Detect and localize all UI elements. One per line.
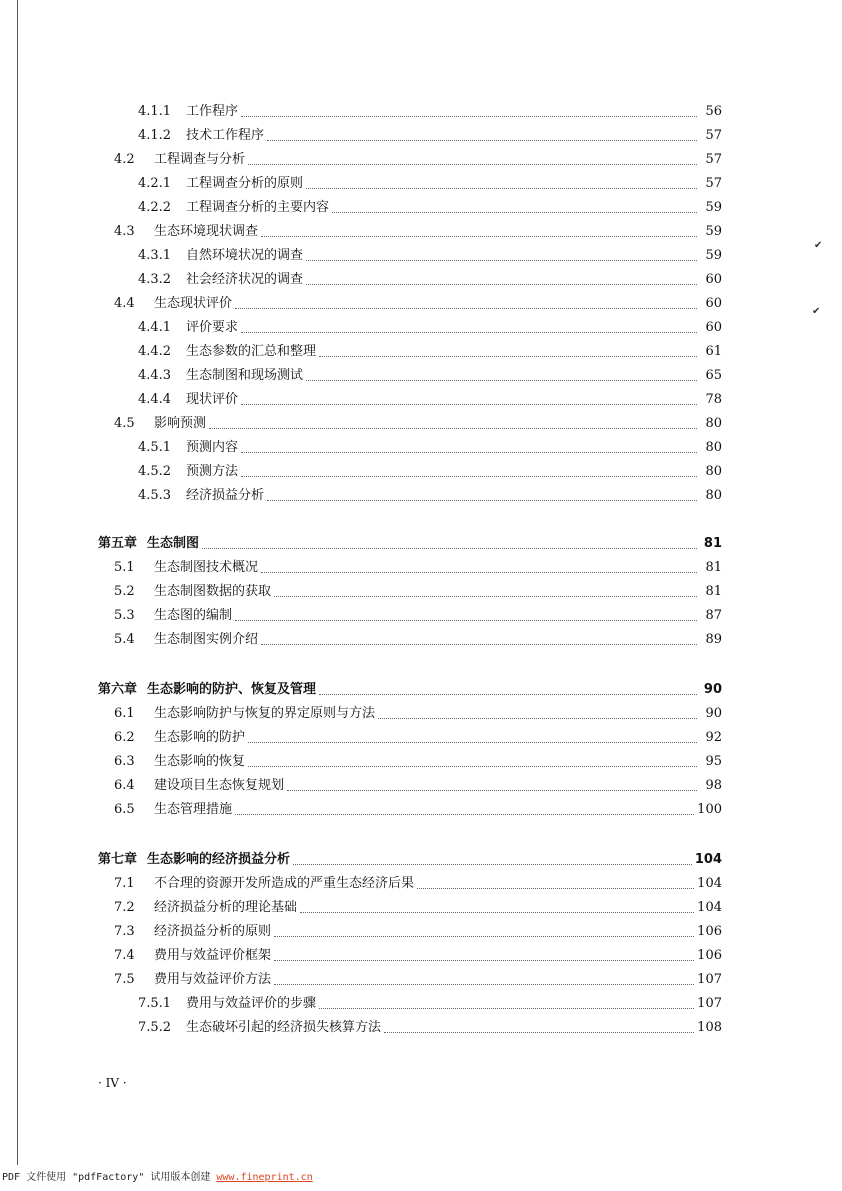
toc-title: 生态影响的经济损益分析 (147, 852, 291, 867)
toc-number: 7.5.1 (138, 996, 172, 1011)
toc-title: 现状评价 (186, 392, 239, 407)
toc-leader-dots (235, 307, 697, 309)
toc-title: 费用与效益评价方法 (154, 972, 272, 987)
toc-leader-dots (274, 959, 694, 961)
toc-chapter-row[interactable] (98, 682, 722, 698)
toc-leader-dots (306, 187, 697, 189)
toc-leader-dots (241, 331, 697, 333)
toc-page-number: 100 (697, 802, 722, 817)
toc-number: 4.5.2 (138, 464, 172, 479)
toc-row[interactable] (138, 392, 722, 408)
toc-row[interactable] (138, 464, 722, 480)
toc-leader-dots (274, 935, 694, 937)
toc-page-number: 59 (705, 200, 722, 215)
toc-leader-dots (241, 475, 697, 477)
toc-title: 生态影响的防护 (154, 730, 246, 745)
toc-row[interactable] (114, 296, 722, 312)
toc-page-number: 60 (705, 296, 722, 311)
toc-number: 5.3 (114, 608, 135, 623)
toc-page-number: 81 (703, 536, 722, 551)
pdf-notice (2, 1168, 313, 1183)
toc-leader-dots (332, 211, 697, 213)
toc-row[interactable] (138, 200, 722, 216)
toc-title: 预测内容 (186, 440, 239, 455)
toc-title: 费用与效益评价的步骤 (186, 996, 317, 1011)
toc-number: 4.2.2 (138, 200, 172, 215)
page-left-rule (17, 0, 18, 1165)
toc-row[interactable] (138, 440, 722, 456)
toc-title: 工程调查与分析 (154, 152, 246, 167)
toc-leader-dots (306, 283, 697, 285)
toc-leader-dots (319, 693, 697, 695)
toc-leader-dots (378, 717, 697, 719)
toc-number: 4.4.2 (138, 344, 172, 359)
toc-title: 评价要求 (186, 320, 239, 335)
toc-page-number: 108 (697, 1020, 722, 1035)
toc-page-number: 65 (705, 368, 722, 383)
toc-page-number: 81 (705, 584, 722, 599)
toc-row[interactable] (114, 560, 722, 576)
toc-number: 4.4.3 (138, 368, 172, 383)
toc-page-number: 89 (705, 632, 722, 647)
toc-number: 第六章 (98, 682, 138, 697)
toc-title: 生态环境现状调查 (154, 224, 259, 239)
toc-leader-dots (248, 741, 697, 743)
toc-page-number: 95 (705, 754, 722, 769)
toc-number: 4.5.3 (138, 488, 172, 503)
toc-leader-dots (202, 547, 697, 549)
toc-number: 6.3 (114, 754, 135, 769)
toc-number: 6.2 (114, 730, 135, 745)
toc-leader-dots (261, 643, 697, 645)
toc-page-number: 56 (705, 104, 722, 119)
toc-title: 生态制图和现场测试 (186, 368, 304, 383)
toc-title: 生态图的编制 (154, 608, 233, 623)
toc-number: 4.1.2 (138, 128, 172, 143)
toc-number: 7.2 (114, 900, 135, 915)
toc-page-number: 107 (697, 972, 722, 987)
toc-page-number: 106 (697, 948, 722, 963)
toc-leader-dots (274, 983, 694, 985)
toc-row[interactable] (114, 948, 722, 964)
toc-page-number: 106 (697, 924, 722, 939)
toc-row[interactable] (114, 584, 722, 600)
toc-number: 4.4 (114, 296, 135, 311)
toc-title: 生态影响的防护、恢复及管理 (147, 682, 317, 697)
toc-number: 4.4.1 (138, 320, 172, 335)
toc-title: 社会经济状况的调查 (186, 272, 304, 287)
toc-leader-dots (241, 115, 697, 117)
toc-title: 影响预测 (154, 416, 207, 431)
toc-page-number: 60 (705, 320, 722, 335)
toc-page-number: 80 (705, 488, 722, 503)
toc-title: 生态制图实例介绍 (154, 632, 259, 647)
toc-number: 5.1 (114, 560, 135, 575)
toc-number: 第七章 (98, 852, 138, 867)
toc-leader-dots (417, 887, 694, 889)
toc-title: 工程调查分析的原则 (186, 176, 304, 191)
toc-page-number: 57 (705, 152, 722, 167)
toc-row[interactable] (138, 344, 722, 360)
pdf-notice-link[interactable]: www.fineprint.cn (216, 1172, 313, 1183)
page-number: · IV · (98, 1076, 127, 1090)
toc-row[interactable] (114, 924, 722, 940)
toc-title: 生态现状评价 (154, 296, 233, 311)
toc-chapter-row[interactable] (98, 536, 722, 552)
toc-leader-dots (209, 427, 697, 429)
toc-title: 工作程序 (186, 104, 239, 119)
toc-leader-dots (241, 403, 697, 405)
toc-leader-dots (261, 571, 697, 573)
toc-row[interactable] (138, 368, 722, 384)
toc-number: 6.4 (114, 778, 135, 793)
toc-number: 6.5 (114, 802, 135, 817)
toc-row[interactable] (138, 176, 722, 192)
toc-number: 7.5.2 (138, 1020, 172, 1035)
toc-number: 7.1 (114, 876, 135, 891)
toc-title: 经济损益分析的理论基础 (154, 900, 298, 915)
toc-row[interactable] (114, 778, 722, 794)
toc-leader-dots (248, 163, 697, 165)
toc-number: 4.5 (114, 416, 135, 431)
toc-page-number: 60 (705, 272, 722, 287)
toc-number: 4.2 (114, 152, 135, 167)
toc-row[interactable] (114, 632, 722, 648)
toc-row[interactable] (114, 224, 722, 240)
toc-page-number: 59 (705, 224, 722, 239)
toc-title: 预测方法 (186, 464, 239, 479)
toc-number: 4.3 (114, 224, 135, 239)
toc-number: 4.1.1 (138, 104, 172, 119)
toc-page-number: 87 (705, 608, 722, 623)
toc-row[interactable] (138, 320, 722, 336)
toc-leader-dots (319, 1007, 694, 1009)
toc-page-number: 104 (697, 876, 722, 891)
toc-page-number: 57 (705, 176, 722, 191)
toc-title: 自然环境状况的调查 (186, 248, 304, 263)
toc-title: 建设项目生态恢复规划 (154, 778, 285, 793)
toc-row[interactable] (114, 754, 722, 770)
toc-title: 生态制图技术概况 (154, 560, 259, 575)
toc-leader-dots (267, 139, 697, 141)
toc-leader-dots (287, 789, 697, 791)
toc-leader-dots (319, 355, 697, 357)
toc-row[interactable] (114, 152, 722, 168)
toc-page-number: 90 (703, 682, 722, 697)
toc-row[interactable] (138, 272, 722, 288)
pdf-notice-text: PDF 文件使用 "pdfFactory" 试用版本创建 (2, 1172, 217, 1183)
toc-page-number: 81 (705, 560, 722, 575)
toc-page-number: 80 (705, 464, 722, 479)
toc-title: 生态影响的恢复 (154, 754, 246, 769)
toc-page-number: 107 (697, 996, 722, 1011)
toc-page-number: 104 (697, 900, 722, 915)
toc-leader-dots (293, 863, 692, 865)
toc-row[interactable] (114, 608, 722, 624)
toc-chapter-row[interactable] (98, 852, 722, 868)
toc-leader-dots (241, 451, 697, 453)
toc-row[interactable] (114, 416, 722, 432)
toc-title: 工程调查分析的主要内容 (186, 200, 330, 215)
toc-leader-dots (235, 813, 694, 815)
toc-number: 5.2 (114, 584, 135, 599)
toc-page-number: 57 (705, 128, 722, 143)
toc-row[interactable] (138, 1020, 722, 1036)
scan-speck: ✔ (814, 240, 823, 251)
toc-number: 4.3.2 (138, 272, 172, 287)
toc-number: 4.3.1 (138, 248, 172, 263)
toc-page-number: 61 (705, 344, 722, 359)
toc-title: 生态参数的汇总和整理 (186, 344, 317, 359)
toc-leader-dots (235, 619, 697, 621)
toc-title: 不合理的资源开发所造成的严重生态经济后果 (154, 876, 415, 891)
toc-leader-dots (300, 911, 694, 913)
toc-row[interactable] (114, 730, 722, 746)
toc-page-number: 98 (705, 778, 722, 793)
toc-number: 4.4.4 (138, 392, 172, 407)
toc-title: 经济损益分析 (186, 488, 265, 503)
toc-title: 经济损益分析的原则 (154, 924, 272, 939)
toc-page-number: 92 (705, 730, 722, 745)
toc-number: 5.4 (114, 632, 135, 647)
toc-number: 7.3 (114, 924, 135, 939)
toc-title: 生态制图数据的获取 (154, 584, 272, 599)
toc-row[interactable] (138, 996, 722, 1012)
toc-number: 7.5 (114, 972, 135, 987)
toc-page-number: 90 (705, 706, 722, 721)
toc-number: 4.2.1 (138, 176, 172, 191)
toc-row[interactable] (138, 248, 722, 264)
toc-page-number: 59 (705, 248, 722, 263)
toc-number: 7.4 (114, 948, 135, 963)
toc-title: 生态破坏引起的经济损失核算方法 (186, 1020, 382, 1035)
toc-leader-dots (306, 379, 697, 381)
toc-number: 6.1 (114, 706, 135, 721)
toc-title: 生态制图 (147, 536, 200, 551)
toc-leader-dots (248, 765, 697, 767)
toc-row[interactable] (138, 104, 722, 120)
toc-row[interactable] (114, 802, 722, 818)
toc-row[interactable] (114, 706, 722, 722)
toc-title: 生态管理措施 (154, 802, 233, 817)
toc-title: 费用与效益评价框架 (154, 948, 272, 963)
toc-page-number: 104 (694, 852, 722, 867)
toc-leader-dots (267, 499, 697, 501)
toc-leader-dots (306, 259, 697, 261)
toc-row[interactable] (114, 972, 722, 988)
toc-page-number: 80 (705, 416, 722, 431)
toc-title: 技术工作程序 (186, 128, 265, 143)
toc-title: 生态影响防护与恢复的界定原则与方法 (154, 706, 376, 721)
toc-row[interactable] (114, 876, 722, 892)
toc-page-number: 78 (705, 392, 722, 407)
toc-number: 第五章 (98, 536, 138, 551)
toc-page-number: 80 (705, 440, 722, 455)
scan-speck: ✔ (812, 306, 821, 317)
toc-row[interactable] (138, 128, 722, 144)
toc-row[interactable] (138, 488, 722, 504)
toc-number: 4.5.1 (138, 440, 172, 455)
toc-leader-dots (274, 595, 697, 597)
toc-leader-dots (261, 235, 697, 237)
toc-row[interactable] (114, 900, 722, 916)
toc-leader-dots (384, 1031, 694, 1033)
